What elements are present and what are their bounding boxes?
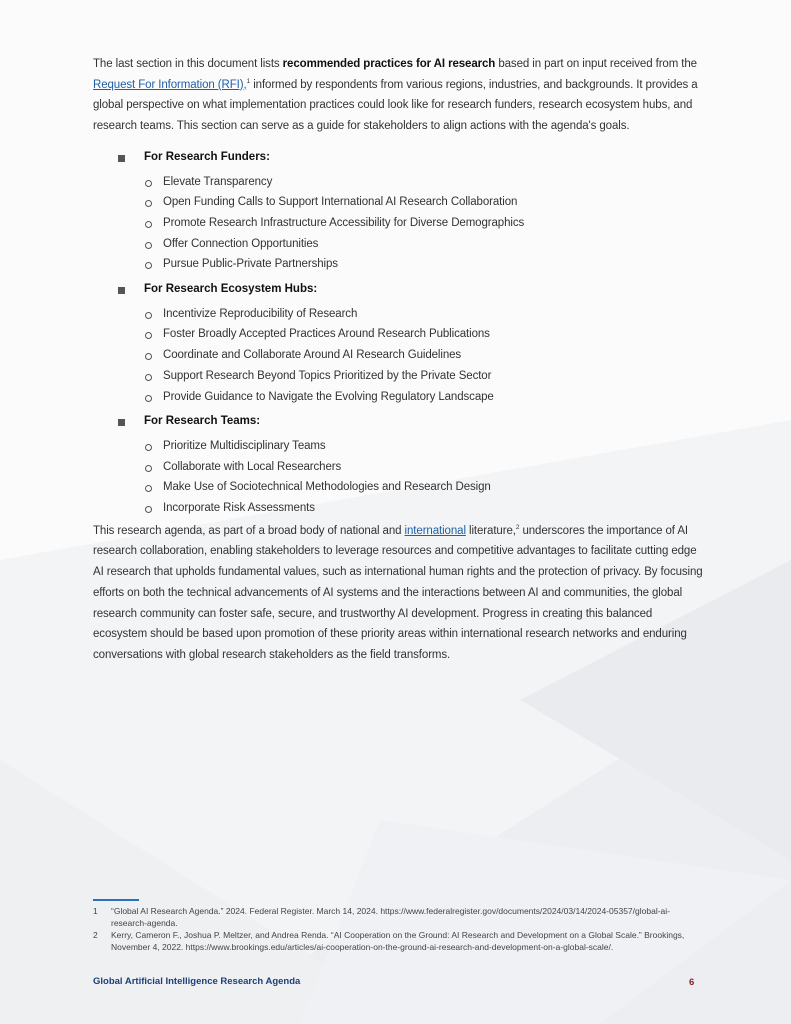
- section-heading: For Research Teams:: [118, 411, 703, 432]
- international-link[interactable]: international: [404, 524, 466, 537]
- footnote-1: 1 “Global AI Research Agenda.” 2024. Federal Register. March 14, 2024. https://www.federalregister.gov/documents/2024/03/14/2024-05357/global-ai-research-agenda.: [93, 906, 670, 928]
- circle-bullet-icon: [145, 444, 152, 451]
- section-research-teams: [93, 411, 703, 519]
- footnote-ref-1[interactable]: 1: [246, 77, 251, 85]
- list-item: Coordinate and Collaborate Around AI Research Guidelines: [145, 345, 703, 366]
- circle-bullet-icon: [145, 485, 152, 492]
- footnote-2: 2 Kerry, Cameron F., Joshua P. Meltzer, and Andrea Renda. “AI Cooperation on the Ground: AI Research and Development on a Global Scale.” Brookings, November 4, 2022. https://www.brookings.edu/articles/ai-cooperation-on-the-ground-ai-research-and-development-on-a-global-scale/.: [93, 930, 685, 952]
- section-heading: For Research Ecosystem Hubs:: [118, 279, 703, 300]
- square-bullet-icon: [118, 419, 125, 426]
- square-bullet-icon: [118, 155, 125, 162]
- practice-list: [93, 436, 703, 519]
- page-number: 6: [689, 977, 695, 988]
- intro-bold-phrase: recommended practices for AI research: [282, 58, 496, 70]
- list-item: Elevate Transparency: [145, 172, 703, 193]
- footer-document-title: Global Artificial Intelligence Research Agenda: [93, 976, 301, 987]
- list-item: Provide Guidance to Navigate the Evolving Regulatory Landscape: [145, 387, 703, 408]
- circle-bullet-icon: [145, 353, 152, 360]
- practice-list: [93, 172, 703, 276]
- list-item: Open Funding Calls to Support International AI Research Collaboration: [145, 192, 703, 213]
- section-heading: For Research Funders:: [118, 147, 703, 168]
- circle-bullet-icon: [145, 221, 152, 228]
- circle-bullet-icon: [145, 242, 152, 249]
- list-item: Prioritize Multidisciplinary Teams: [145, 436, 703, 457]
- footnote-divider: [93, 899, 139, 901]
- circle-bullet-icon: [145, 465, 152, 472]
- list-item: Collaborate with Local Researchers: [145, 457, 703, 478]
- page-body: [93, 54, 703, 666]
- list-item: Support Research Beyond Topics Prioritized by the Private Sector: [145, 366, 703, 387]
- list-item: Pursue Public-Private Partnerships: [145, 254, 703, 275]
- circle-bullet-icon: [145, 506, 152, 513]
- practice-list: [93, 304, 703, 408]
- section-ecosystem-hubs: [93, 279, 703, 407]
- circle-bullet-icon: [145, 312, 152, 319]
- list-item: Incentivize Reproducibility of Research: [145, 304, 703, 325]
- section-research-funders: [93, 147, 703, 275]
- circle-bullet-icon: [145, 262, 152, 269]
- circle-bullet-icon: [145, 332, 152, 339]
- list-item: Make Use of Sociotechnical Methodologies and Research Design: [145, 477, 703, 498]
- list-item: Promote Research Infrastructure Accessibility for Diverse Demographics: [145, 213, 703, 234]
- footnotes: [93, 905, 703, 953]
- circle-bullet-icon: [145, 180, 152, 187]
- circle-bullet-icon: [145, 200, 152, 207]
- square-bullet-icon: [118, 287, 125, 294]
- list-item: Incorporate Risk Assessments: [145, 498, 703, 519]
- closing-paragraph: This research agenda, as part of a broad body of national and international literature,$^2$ underscores the importance of AI research collaboration, enabling stakeholders to leverage resources and competitive advantages to facilitate cutting edge AI research that upholds fundamental values, such as international human rights and the protection of privacy. By focusing efforts on both the technical advancements of AI systems and the interactions between AI and communities, the global research community can foster safe, secure, and trustworthy AI development. Progress in creating this balanced ecosystem should be based upon promotion of these priority areas within international research networks and enduring conversations with global research stakeholders as the field transforms.: [93, 523, 703, 661]
- footnote-ref-2[interactable]: 2: [515, 523, 520, 531]
- circle-bullet-icon: [145, 374, 152, 381]
- rfi-link[interactable]: Request For Information (RFI),: [93, 78, 247, 91]
- list-item: Offer Connection Opportunities: [145, 234, 703, 255]
- list-item: Foster Broadly Accepted Practices Around Research Publications: [145, 324, 703, 345]
- circle-bullet-icon: [145, 395, 152, 402]
- intro-paragraph: The last section in this document lists recommended practices for AI research based in part on input received from the Request For Information (RFI),$^1$ informed by respondents from various regions, industries, and backgrounds. It provides a global perspective on what implementation practices could look like for research funders, research ecosystem hubs, and research teams. This section can serve as a guide for stakeholders to align actions with the agenda's goals.: [93, 58, 698, 133]
